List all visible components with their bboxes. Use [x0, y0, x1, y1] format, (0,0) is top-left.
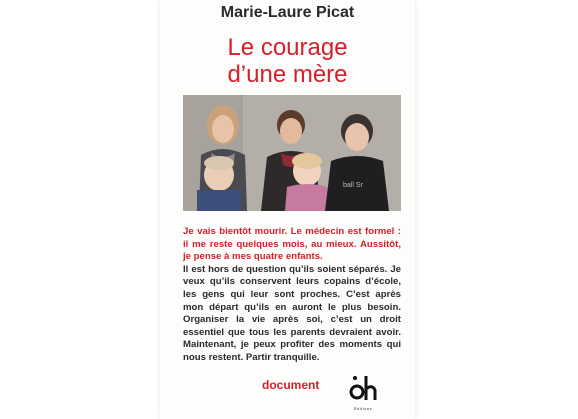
publisher-logo — [346, 372, 380, 416]
book-title — [160, 34, 415, 88]
author-name: Marie-Laure Picat — [220, 4, 355, 21]
publisher-caption: Éditions — [353, 406, 373, 411]
family-photo-illustration — [183, 95, 401, 211]
summary-lead: Je vais bientôt mourir. Le médecin est formel : il me reste quelques mois, au mieux. Aussitôt, je pense à mes quatre enfants. — [183, 226, 401, 263]
oh-editions-logo-icon — [346, 372, 380, 406]
genre-label: document — [262, 378, 320, 392]
book-cover — [160, 0, 415, 419]
title-line-2: d’une mère — [227, 61, 348, 88]
back-cover-summary — [183, 226, 401, 365]
title-line-1: Le courage — [227, 34, 348, 61]
svg-text:ball Sr: ball Sr — [343, 182, 363, 189]
summary-body: Il est hors de question qu’ils soient séparés. Je veux qu’ils conservent leurs copains d’école, les gens qui leur sont proches. C’est après mon départ qu’ils en auront le plus besoin. Organiser la vie après soi, c’est un droit essentiel que tous les parents devraient avoir. Maintenant, je peux profiter des moments qui nous restent. Partir tranquille. — [183, 263, 401, 363]
family-photo — [183, 95, 401, 211]
